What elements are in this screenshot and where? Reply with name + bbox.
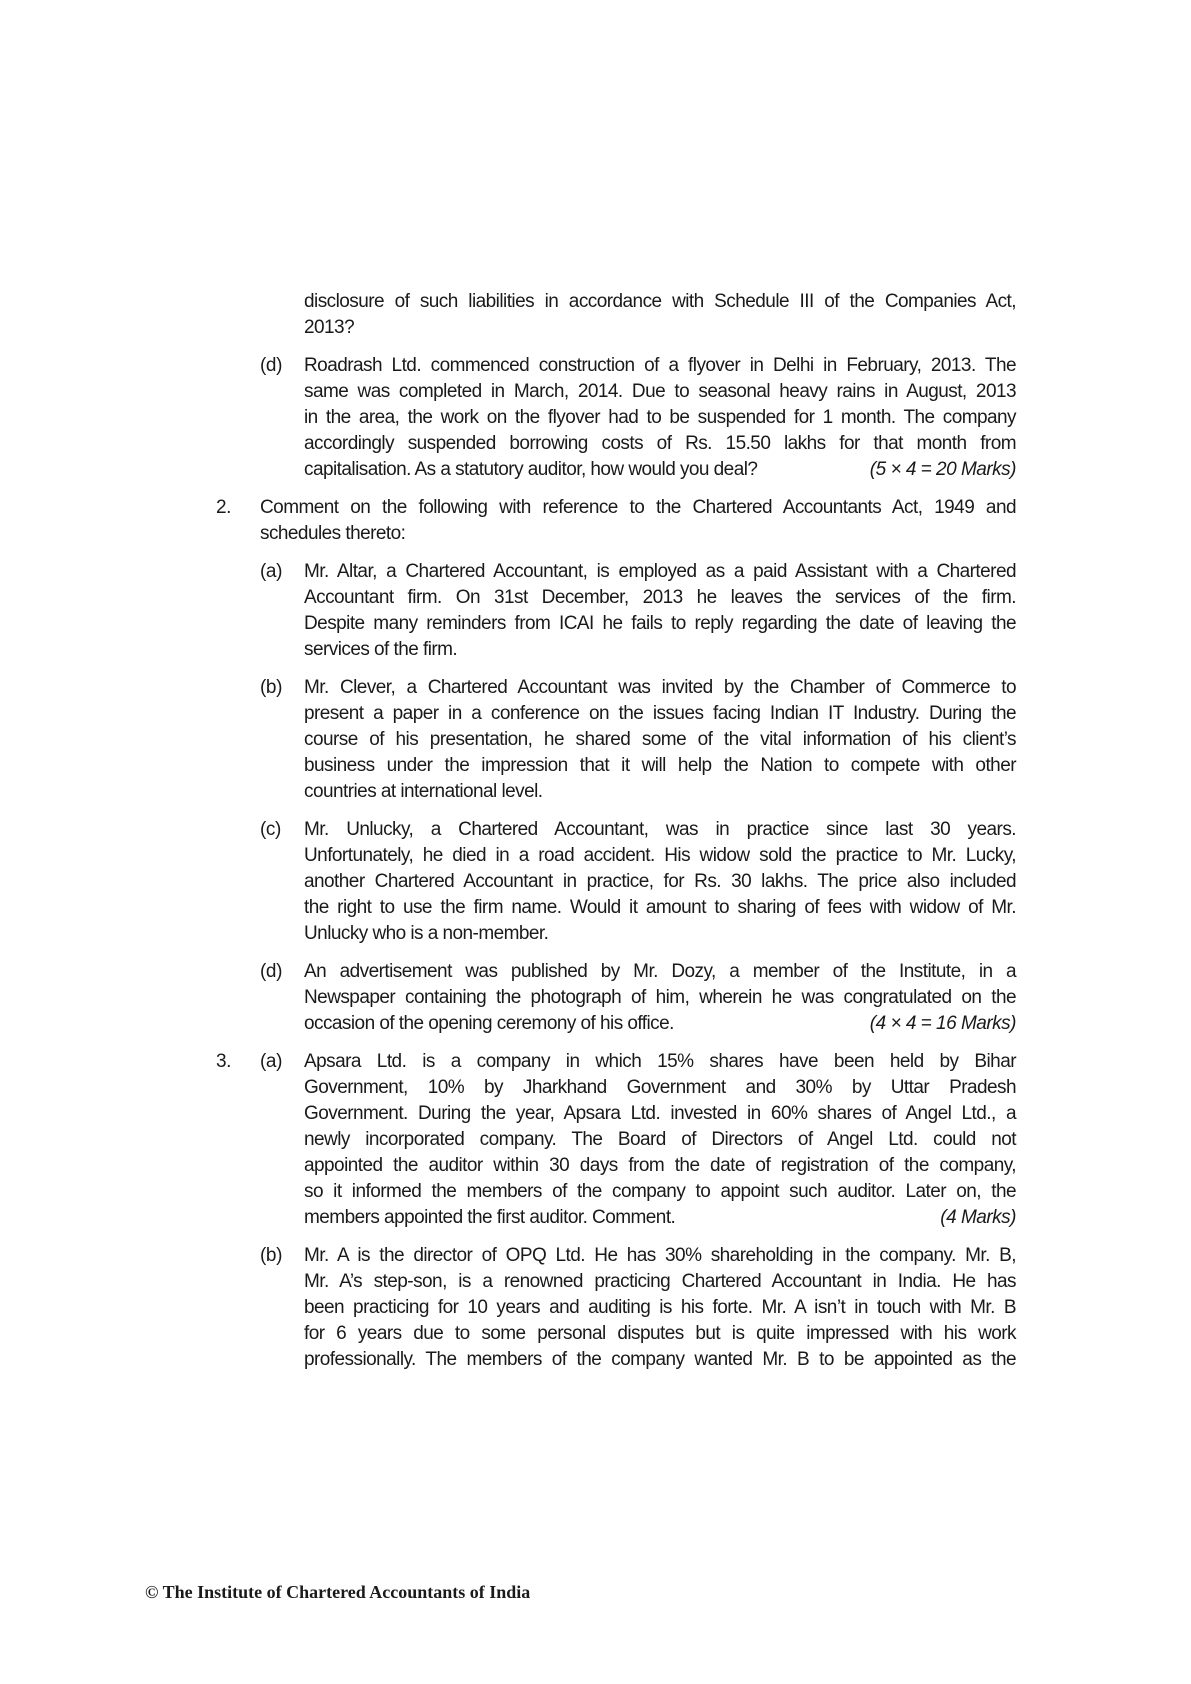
text-line: Mr. A is the director of OPQ Ltd. He has 30% shareholding in the company. Mr. B, [304, 1245, 1016, 1266]
text-line: schedules thereto: [260, 523, 406, 544]
sub-question-label: (d) [260, 355, 283, 376]
text-line: capitalisation. As a statutory auditor, how would you deal? [304, 459, 758, 480]
text-line: present a paper in a conference on the issues facing Indian IT Industry. During the [304, 703, 1016, 724]
text-line: same was completed in March, 2014. Due to seasonal heavy rains in August, 2013 [304, 381, 1016, 402]
text-line: appointed the auditor within 30 days from the date of registration of the company, [304, 1155, 1016, 1176]
text-line: Unfortunately, he died in a road accident. His widow sold the practice to Mr. Lucky, [304, 845, 1016, 866]
text-line: countries at international level. [304, 781, 543, 802]
text-line: in the area, the work on the flyover had to be suspended for 1 month. The company [304, 407, 1016, 428]
text-line: business under the impression that it will help the Nation to compete with other [304, 755, 1016, 776]
text-line: Mr. Unlucky, a Chartered Accountant, was in practice since last 30 years. [304, 819, 1016, 840]
text-line: been practicing for 10 years and auditing is his forte. Mr. A isn’t in touch with Mr. B [304, 1297, 1016, 1318]
sub-question-label: (b) [260, 677, 283, 698]
text-line: another Chartered Accountant in practice, for Rs. 30 lakhs. The price also included [304, 871, 1016, 892]
question-number: 2. [216, 497, 232, 518]
text-line: Mr. Altar, a Chartered Accountant, is employed as a paid Assistant with a Chartered [304, 561, 1016, 582]
sub-question-label: (b) [260, 1245, 283, 1266]
text-line: Roadrash Ltd. commenced construction of a flyover in Delhi in February, 2013. The [304, 355, 1016, 376]
text-line: 2013? [304, 317, 355, 338]
copyright-footer: © The Institute of Chartered Accountants of India [145, 1582, 531, 1602]
text-line: Newspaper containing the photograph of him, wherein he was congratulated on the [304, 987, 1016, 1008]
text-line: so it informed the members of the company to appoint such auditor. Later on, the [304, 1181, 1016, 1202]
marks-note: (4 × 4 = 16 Marks) [869, 1013, 1016, 1034]
text-line: Despite many reminders from ICAI he fails to reply regarding the date of leaving the [304, 613, 1016, 634]
text-line: disclosure of such liabilities in accordance with Schedule III of the Companies Act, [304, 291, 1016, 312]
sub-question-label: (c) [260, 819, 281, 840]
marks-note: (4 Marks) [940, 1207, 1016, 1228]
text-line: services of the firm. [304, 639, 458, 660]
text-line: Comment on the following with reference to the Chartered Accountants Act, 1949 and [260, 497, 1016, 518]
sub-question-label: (d) [260, 961, 283, 982]
text-line: Mr. A’s step-son, is a renowned practicing Chartered Accountant in India. He has [304, 1271, 1016, 1292]
question-number: 3. [216, 1051, 232, 1072]
text-line: Unlucky who is a non-member. [304, 923, 549, 944]
text-line: professionally. The members of the company wanted Mr. B to be appointed as the [304, 1349, 1016, 1370]
text-line: for 6 years due to some personal disputes but is quite impressed with his work [304, 1323, 1016, 1344]
text-line: newly incorporated company. The Board of Directors of Angel Ltd. could not [304, 1129, 1016, 1150]
text-line: members appointed the first auditor. Comment. [304, 1207, 676, 1228]
text-line: Accountant firm. On 31st December, 2013 he leaves the services of the firm. [304, 587, 1016, 608]
text-line: Government, 10% by Jharkhand Government and 30% by Uttar Pradesh [304, 1077, 1016, 1098]
sub-question-label: (a) [260, 561, 283, 582]
text-line: Mr. Clever, a Chartered Accountant was invited by the Chamber of Commerce to [304, 677, 1016, 698]
text-line: occasion of the opening ceremony of his office. [304, 1013, 674, 1034]
text-line: Apsara Ltd. is a company in which 15% shares have been held by Bihar [304, 1051, 1016, 1072]
text-line: accordingly suspended borrowing costs of Rs. 15.50 lakhs for that month from [304, 433, 1016, 454]
text-line: An advertisement was published by Mr. Dozy, a member of the Institute, in a [304, 961, 1016, 982]
marks-note: (5 × 4 = 20 Marks) [869, 459, 1016, 480]
text-line: the right to use the firm name. Would it amount to sharing of fees with widow of Mr. [304, 897, 1016, 918]
text-line: course of his presentation, he shared some of the vital information of his client’s [304, 729, 1016, 750]
text-line: Government. During the year, Apsara Ltd. invested in 60% shares of Angel Ltd., a [304, 1103, 1016, 1124]
sub-question-label: (a) [260, 1051, 283, 1072]
